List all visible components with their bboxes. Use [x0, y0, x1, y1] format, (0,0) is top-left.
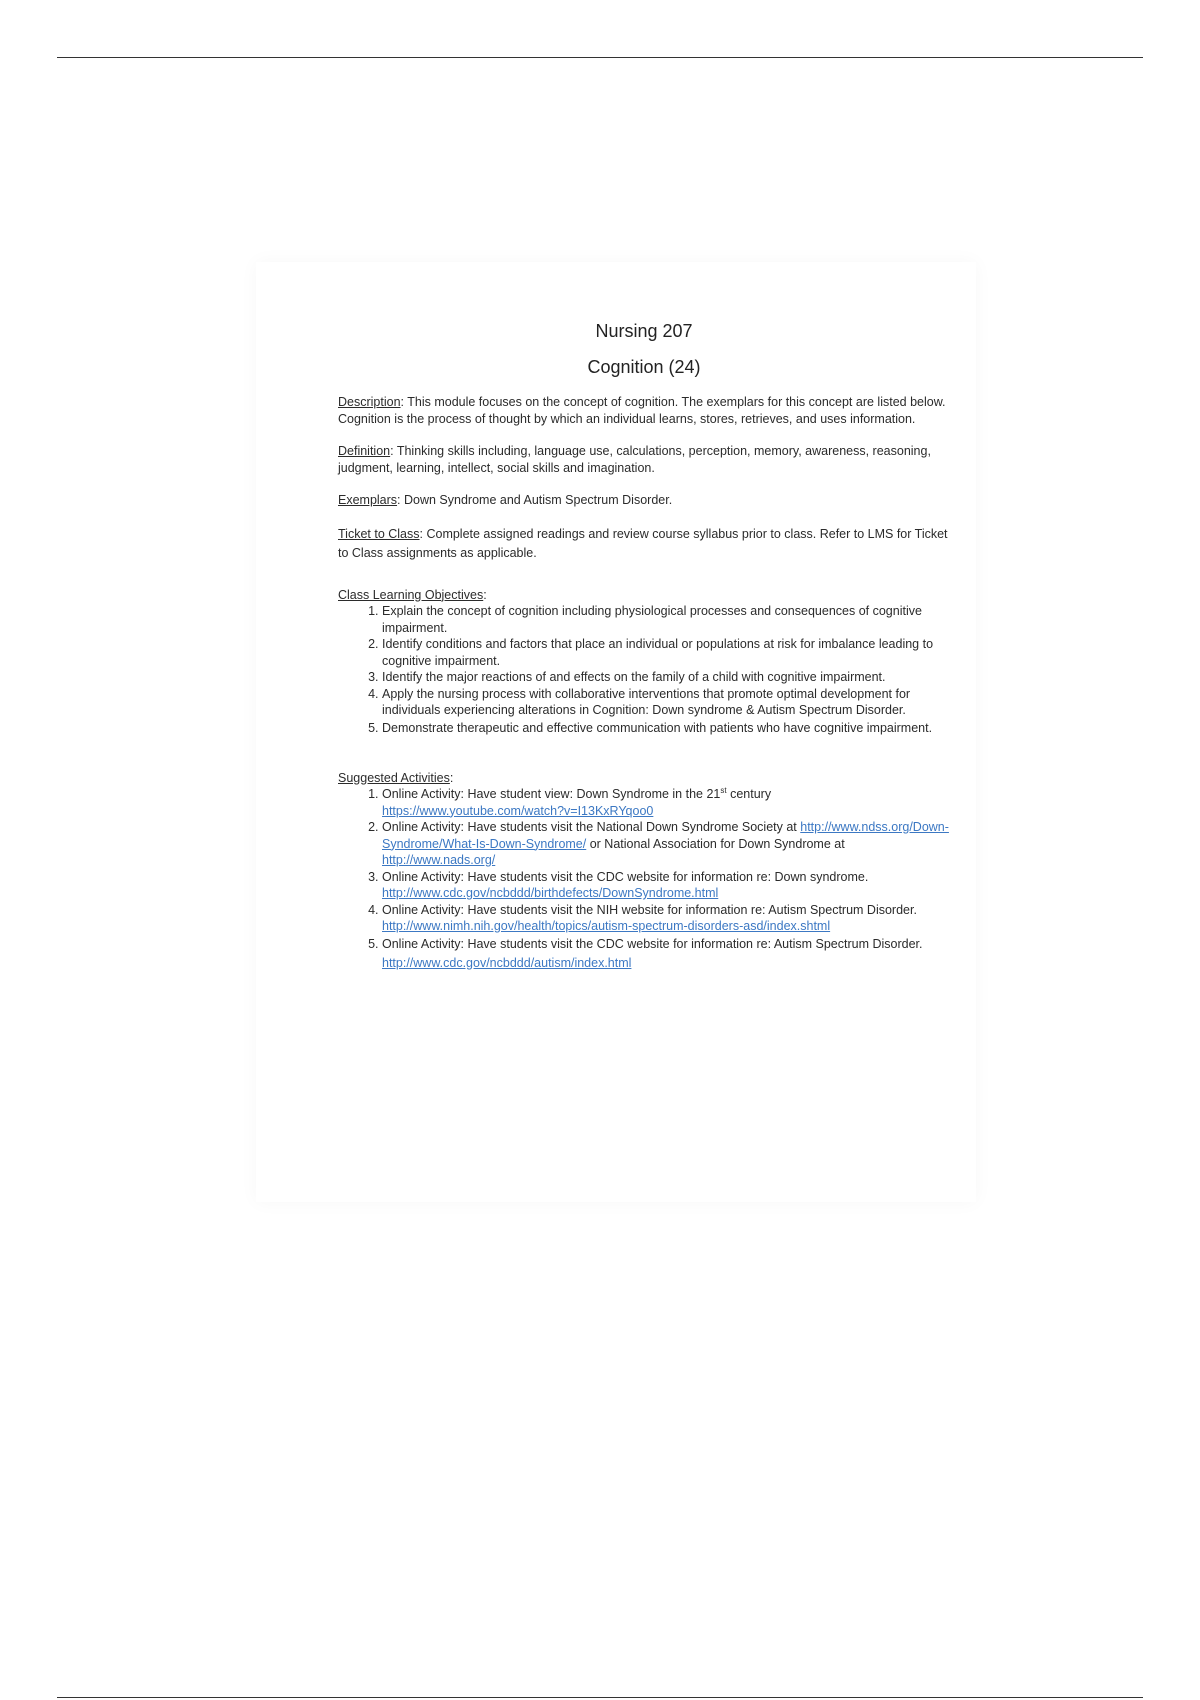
objective-item: 3. Identify the major reactions of and effects on the family of a child with cognitive impairment. [382, 669, 950, 686]
document-title: Nursing 207 [595, 321, 693, 341]
activity-text: Online Activity: Have students visit the CDC website for information re: Down syndrome. [382, 869, 869, 884]
definition-paragraph [338, 443, 950, 476]
cdc-autism-link[interactable]: http://www.cdc.gov/ncbddd/autism/index.html [382, 955, 632, 970]
cdc-down-syndrome-link[interactable]: http://www.cdc.gov/ncbddd/birthdefects/DownSyndrome.html [382, 886, 719, 900]
activities-suffix: : [449, 770, 454, 785]
objective-item: 4. Apply the nursing process with collaborative interventions that promote optimal development for individuals experiencing alterations in Cognition: Down syndrome & Autism Spectrum Disorder. [382, 686, 950, 719]
youtube-link[interactable]: https://www.youtube.com/watch?v=I13KxRYqoo0 [382, 803, 654, 818]
description-label: Description [338, 395, 401, 409]
exemplars-paragraph [338, 492, 950, 509]
ticket-paragraph [338, 525, 950, 563]
exemplars-text: : Down Syndrome and Autism Spectrum Disorder. [397, 493, 673, 507]
activity-text: Online Activity: Have students visit the NIH website for information re: Autism Spectrum Disorder. [382, 902, 917, 917]
activity-text-mid: or National Association for Down Syndrome at [586, 836, 845, 851]
activity-text-after: century [726, 787, 772, 801]
activities-label: Suggested Activities [338, 770, 450, 785]
activities-section [338, 770, 950, 973]
objectives-heading [338, 587, 950, 604]
objective-item: 2. Identify conditions and factors that place an individual or populations at risk for imbalance leading to cognitive impairment. [382, 636, 950, 669]
activity-text: Online Activity: Have students visit the National Down Syndrome Society at [382, 820, 801, 834]
top-rule [57, 57, 1143, 58]
activity-item [382, 869, 950, 902]
document-content [338, 320, 950, 973]
activity-text: Online Activity: Have student view: Down Syndrome in the 21 [382, 787, 721, 801]
description-text: : This module focuses on the concept of cognition. The exemplars for this concept are listed below. Cognition is the process of thought by which an individual learns, stores, retrieves, and uses information. [338, 395, 946, 426]
description-paragraph [338, 394, 950, 427]
ndss-link[interactable]: http://www.ndss.org/Down-Syndrome/What-Is-Down-Syndrome/ [382, 820, 949, 851]
activity-item [382, 902, 950, 935]
objective-item: 1. Explain the concept of cognition including physiological processes and consequences of cognitive impairment. [382, 603, 950, 636]
definition-label: Definition [338, 444, 391, 458]
objectives-section [338, 587, 950, 738]
activity-superscript: st [720, 785, 727, 795]
exemplars-label: Exemplars [338, 493, 398, 507]
objectives-list [338, 603, 950, 738]
document-subtitle: Cognition (24) [587, 357, 701, 377]
nads-link[interactable]: http://www.nads.org/ [382, 853, 496, 867]
ticket-text: : Complete assigned readings and review course syllabus prior to class. Refer to LMS for Ticket to Class assignments as applicable. [338, 526, 948, 560]
objective-item: 5. Demonstrate therapeutic and effective communication with patients who have cognitive impairment. [382, 719, 950, 738]
activity-text: Online Activity: Have students visit the CDC website for information re: Autism Spectrum Disorder. [382, 936, 923, 951]
nimh-autism-link[interactable]: http://www.nimh.nih.gov/health/topics/autism-spectrum-disorders-asd/index.shtml [382, 919, 831, 933]
activities-list [338, 786, 950, 973]
activity-item [382, 935, 950, 973]
bottom-rule [57, 1697, 1143, 1698]
objectives-suffix: : [483, 587, 487, 602]
activities-heading [338, 770, 950, 787]
activity-item [382, 786, 950, 819]
definition-text: : Thinking skills including, language use, calculations, perception, memory, awareness, reasoning, judgment, learning, intellect, social skills and imagination. [338, 444, 931, 475]
ticket-label: Ticket to Class [338, 526, 420, 541]
objectives-label: Class Learning Objectives [338, 587, 484, 602]
activity-item [382, 819, 950, 869]
